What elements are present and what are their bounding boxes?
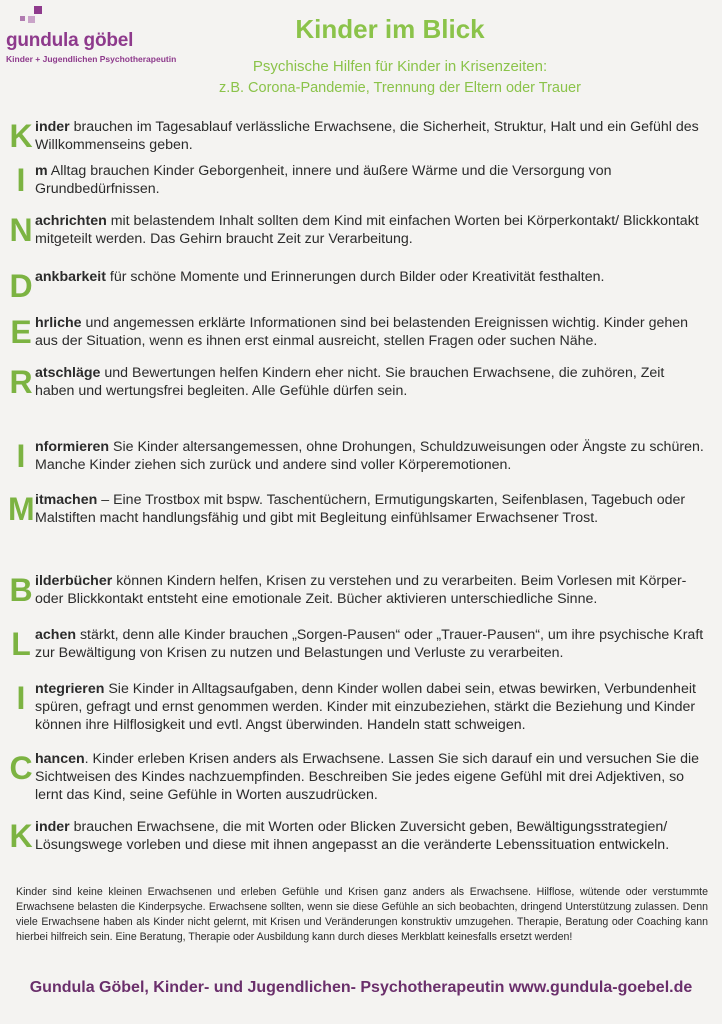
acrostic-letter: B — [9, 572, 33, 608]
entry-text: itmachen – Eine Trostbox mit bspw. Taschentüchern, Ermutigungskarten, Seifenblasen, Tagebuch oder Malstiften macht handlungsfähig und gibt mit Begleitung einfühlsamer Erwachsener Trost. — [35, 492, 686, 526]
acrostic-letter: N — [9, 212, 33, 248]
acrostic-letter: I — [16, 438, 26, 474]
entry-text: inder brauchen im Tagesablauf verlässliche Erwachsene, die Sicherheit, Struktur, Halt und ein Gefühl des Willkommenseins geben. — [35, 119, 699, 153]
footer-signature: Gundula Göbel, Kinder- und Jugendlichen- Psychotherapeutin www.gundula-goebel.de — [29, 979, 693, 996]
acrostic-letter: I — [16, 162, 26, 198]
entry-text: ankbarkeit für schöne Momente und Erinnerungen durch Bilder oder Kreativität festhalten. — [35, 269, 605, 285]
page-subtitle-2: z.B. Corona-Pandemie, Trennung der Eltern oder Trauer — [219, 80, 581, 96]
entry-text: atschläge und Bewertungen helfen Kindern eher nicht. Sie brauchen Erwachsene, die zuhören, Zeit haben und wertungsfrei begleiten. Alle Gefühle dürfen sein. — [35, 365, 665, 399]
entry-text: m Alltag brauchen Kinder Geborgenheit, innere und äußere Wärme und die Versorgung von Grundbedürfnissen. — [35, 163, 612, 197]
logo-name: gundula göbel — [6, 30, 134, 51]
page-title: Kinder im Blick — [295, 14, 485, 44]
logo — [6, 6, 186, 66]
acrostic-letter: K — [9, 118, 33, 154]
logo-squares-icon — [20, 6, 50, 28]
entry-text: hrliche und angemessen erklärte Informationen sind bei belastenden Ereignissen wichtig. Kinder gehen aus der Situation, wenn es ihnen erst einmal ausreicht, stellen Fragen oder suchen Nähe. — [35, 315, 689, 349]
acrostic-letter: L — [11, 626, 31, 662]
acrostic-letter: K — [9, 818, 33, 854]
logo-subtitle: Kinder + Jugendlichen Psychotherapeutin — [6, 54, 177, 64]
page-subtitle-1: Psychische Hilfen für Kinder in Krisenzeiten: — [252, 58, 548, 75]
acrostic-letter: E — [10, 314, 32, 350]
footer-disclaimer: Kinder sind keine kleinen Erwachsenen und erleben Gefühle und Krisen ganz anders als Erwachsene. Hilflose, wütende oder verstummte Erwachsene belasten die Kinderpsyche. Erwachsene sollten, wenn sie diese Gefühle an sich beobachten, dringend Unterstützung zulassen. Denn viele Erwachsene haben als Kinder nicht gelernt, mit Krisen und Veränderungen konstruktiv umzugehen. Therapie, Beratung oder Coaching kann hierbei hilfreich sein. Eine Beratung, Therapie oder Ausbildung kann durch dieses Merkblatt keinesfalls ersetzt werden! — [16, 886, 708, 943]
entry-text: nformieren Sie Kinder altersangemessen, ohne Drohungen, Schuldzuweisungen oder Ängste zu schüren. Manche Kinder ziehen sich zurück und andere sind voller Körperemotionen. — [35, 439, 704, 473]
acrostic-letter: C — [9, 750, 33, 786]
acrostic-letter: I — [16, 680, 26, 716]
entry-text: hancen. Kinder erleben Krisen anders als Erwachsene. Lassen Sie sich darauf ein und versuchen Sie die Sichtweisen des Kindes nachzuempfinden. Beschreiben Sie jedes eigene Gefühl mit drei Adjektiven, so lernt das Kind, seine Gefühle in Worten auszudrücken. — [35, 751, 700, 803]
entry-text: achen stärkt, denn alle Kinder brauchen „Sorgen-Pausen“ oder „Trauer-Pausen“, um ihre psychische Kraft zur Bewältigung von Krisen zu nutzen und Belastungen und Verluste zu verarbeiten. — [35, 627, 704, 661]
acrostic-letter: D — [9, 268, 33, 304]
entry-text: ilderbücher können Kindern helfen, Krisen zu verstehen und zu verarbeiten. Beim Vorlesen mit Körper-oder Blickkontakt entsteht eine emotionale Zeit. Bücher aktivieren unterschiedliche Sinne. — [35, 573, 687, 607]
acrostic-letter: R — [9, 364, 33, 400]
acrostic-letter: M — [8, 491, 35, 527]
entry-text: inder brauchen Erwachsene, die mit Worten oder Blicken Zuversicht geben, Bewältigungsstrategien/ Lösungswege vorleben und diese mit ihnen angepasst an die veränderte Lebenssituation entwickeln. — [35, 819, 670, 853]
entry-text: achrichten mit belastendem Inhalt sollten dem Kind mit einfachen Worten bei Körperkontakt/ Blickkontakt mitgeteilt werden. Das Gehirn braucht Zeit zur Verarbeitung. — [35, 213, 699, 247]
entry-text: ntegrieren Sie Kinder in Alltagsaufgaben, denn Kinder wollen dabei sein, etwas bewirken, Verbundenheit spüren, gefragt und ernst genommen werden. Kinder mit einzubeziehen, stärkt die Beziehung und Kinder können ihre Hilflosigkeit und evtl. Angst überwinden. Handeln statt schweigen. — [35, 681, 696, 733]
